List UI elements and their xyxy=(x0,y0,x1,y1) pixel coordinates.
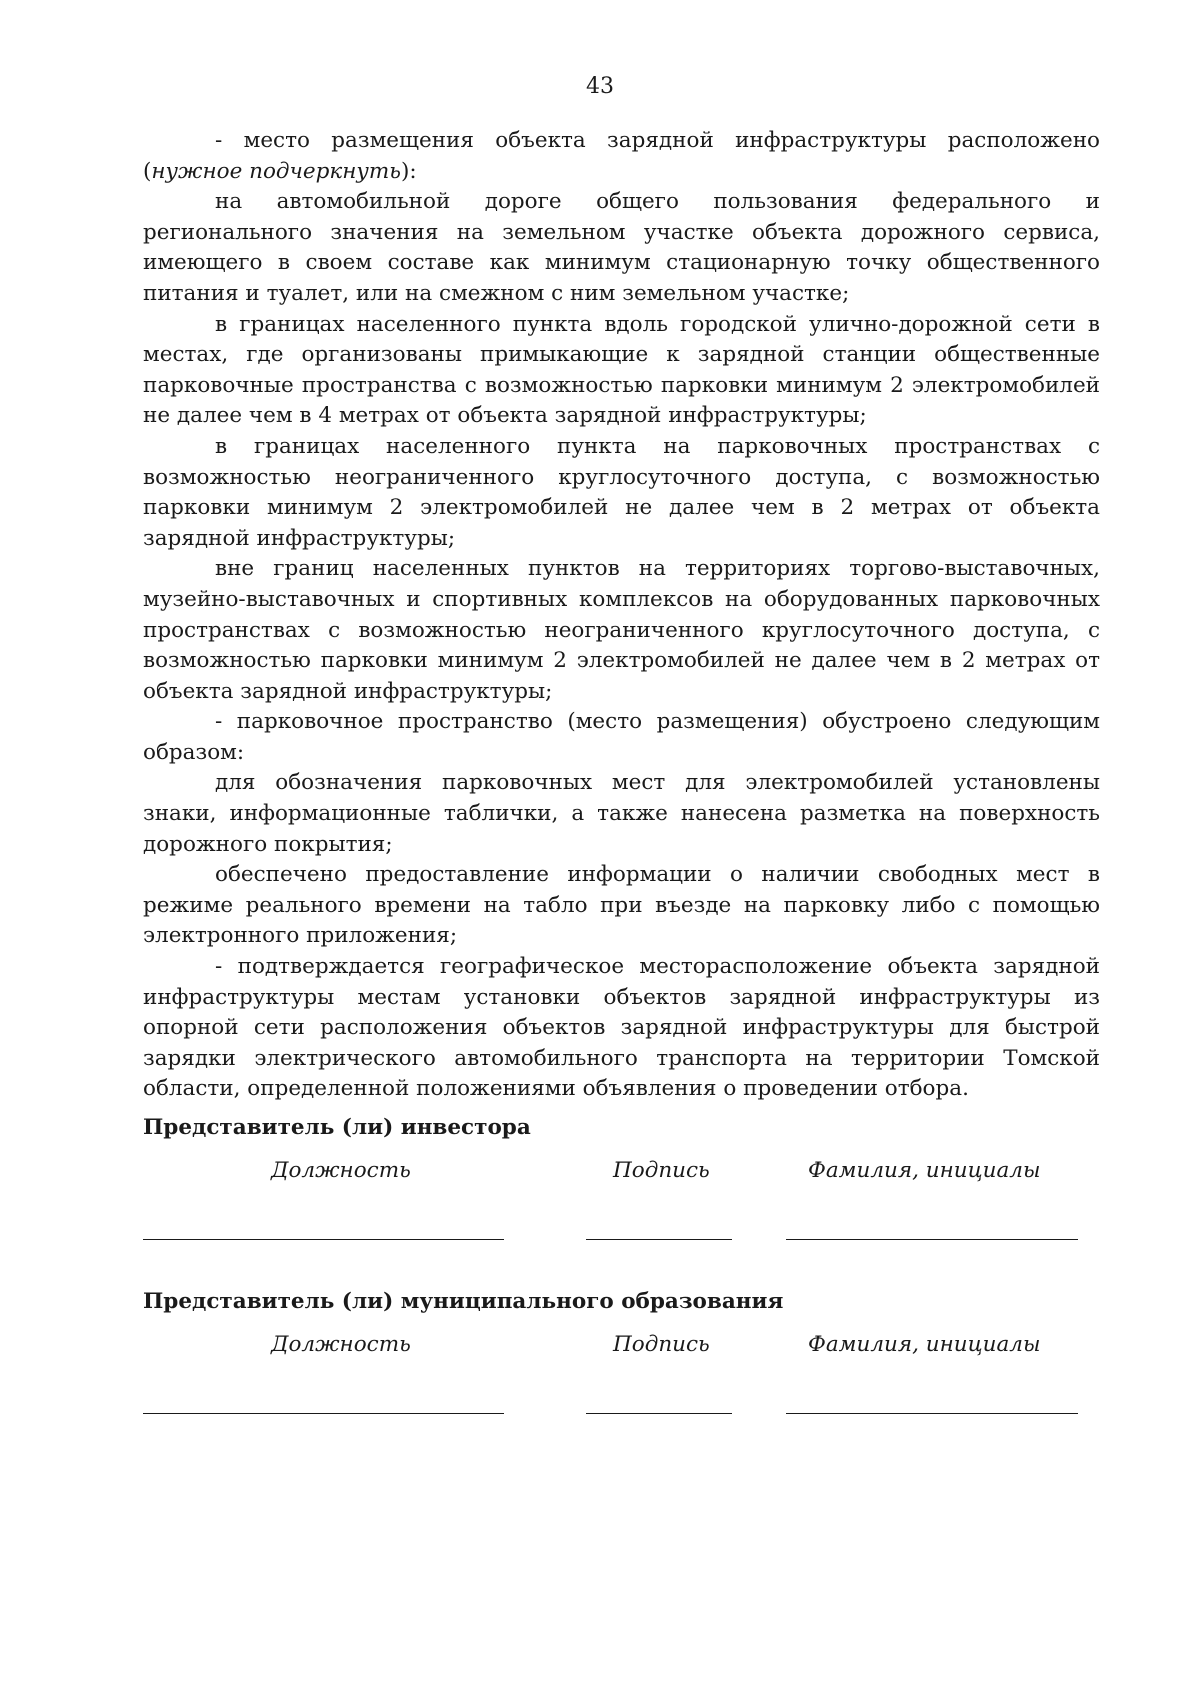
name-line xyxy=(786,1413,1078,1414)
body-text xyxy=(143,126,1100,1105)
name-label: Фамилия, инициалы xyxy=(808,1158,1041,1183)
signature-heading: Представитель (ли) инвестора xyxy=(143,1115,531,1140)
signature-heading: Представитель (ли) муниципального образования xyxy=(143,1289,784,1314)
paragraph-geolocation: - подтверждается географическое месторасположение объекта зарядной инфраструктуры местам установки объектов зарядной инфраструктуры из опорной сети расположения объектов зарядной инфраструктуры для быстрой зарядки электрического автомобильного транспорта на территории Томской области, определенной положениями объявления о проведении отбора. xyxy=(143,954,1100,1102)
position-line xyxy=(143,1239,504,1240)
signature-lines xyxy=(143,1413,1100,1415)
signature-line xyxy=(586,1413,732,1414)
signature-lines xyxy=(143,1239,1100,1241)
name-label: Фамилия, инициалы xyxy=(808,1332,1041,1357)
page-number: 43 xyxy=(586,74,614,99)
paragraph-outside-city: вне границ населенных пунктов на территориях торгово-выставочных, музейно-выставочных и спортивных комплексов на оборудованных парковочных пространствах с возможностью неограниченного круглосуточного доступа, с возможностью парковки минимум 2 электромобилей не далее чем в 2 метрах от объекта зарядной инфраструктуры; xyxy=(143,556,1100,704)
signature-block-investor xyxy=(143,1113,1100,1241)
signature-labels xyxy=(143,1156,1100,1186)
paragraph-location xyxy=(143,126,1100,187)
paragraph-federal-road: на автомобильной дороге общего пользования федерального и регионального значения на земельном участке объекта дорожного сервиса, имеющего в своем составе как минимум стационарную точку общественного питания и туалет, или на смежном с ним земельном участке; xyxy=(143,189,1100,306)
paragraph-free-spaces: обеспечено предоставление информации о наличии свободных мест в режиме реального времени на табло при въезде на парковку либо с помощью электронного приложения; xyxy=(143,862,1100,949)
signature-block-municipality xyxy=(143,1287,1100,1415)
name-line xyxy=(786,1239,1078,1240)
position-line xyxy=(143,1413,504,1414)
position-label: Должность xyxy=(271,1332,411,1357)
signature-line xyxy=(586,1239,732,1240)
signature-label: Подпись xyxy=(613,1158,710,1183)
paragraph-location-tail: ): xyxy=(400,158,417,184)
position-label: Должность xyxy=(271,1158,411,1183)
signature-labels xyxy=(143,1330,1100,1360)
underline-instruction: нужное подчеркнуть xyxy=(151,158,401,184)
paragraph-city-parking: в границах населенного пункта на парковочных пространствах с возможностью неограниченного круглосуточного доступа, с возможностью парковки минимум 2 электромобилей не далее чем в 2 метрах от объекта зарядной инфраструктуры; xyxy=(143,433,1100,551)
signature-label: Подпись xyxy=(613,1332,710,1357)
paragraph-city-street: в границах населенного пункта вдоль городской улично-дорожной сети в местах, где организованы примыкающие к зарядной станции общественные парковочные пространства с возможностью парковки минимум 2 электромобилей не далее чем в 4 метрах от объекта зарядной инфраструктуры; xyxy=(143,311,1100,429)
paragraph-location-lead: - место размещения объекта зарядной инфраструктуры расположено ( xyxy=(143,128,1100,184)
paragraph-signs: для обозначения парковочных мест для электромобилей установлены знаки, информационные таблички, а также нанесена разметка на поверхность дорожного покрытия; xyxy=(143,770,1100,857)
paragraph-parking-space: - парковочное пространство (место размещения) обустроено следующим образом: xyxy=(143,709,1100,765)
